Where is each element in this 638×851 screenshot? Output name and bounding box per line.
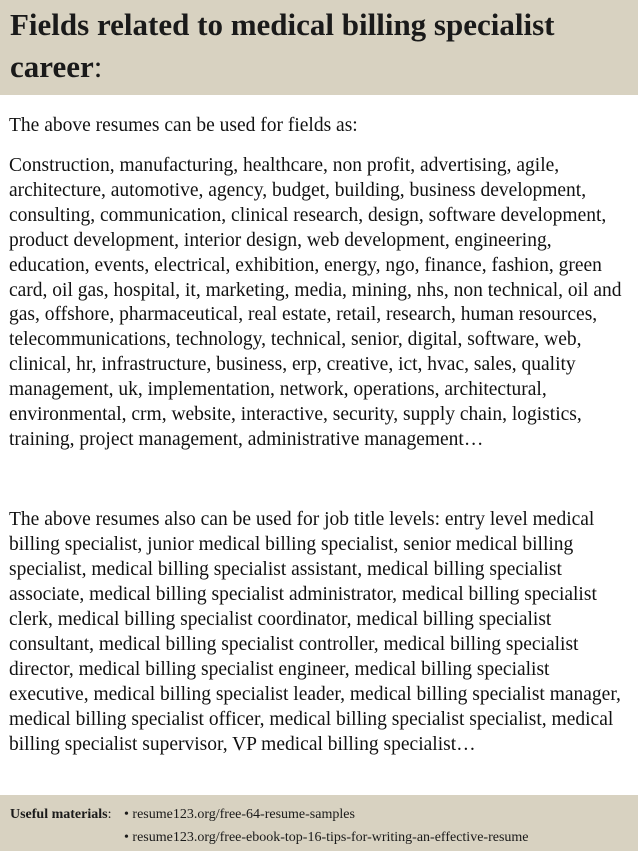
page-title	[10, 4, 630, 88]
job-levels-text: The above resumes also can be used for job title levels: entry level medical billing specialist, junior medical billing specialist, senior medical billing specialist, medical billing specialist assistant, medical billing specialist associate, medical billing specialist administrator, medical billing specialist clerk, medical billing specialist coordinator, medical billing specialist consultant, medical billing specialist controller, medical billing specialist director, medical billing specialist engineer, medical billing specialist executive, medical billing specialist leader, medical billing specialist manager, medical billing specialist officer, medical billing specialist specialist, medical billing specialist supervisor, VP medical billing specialist…	[9, 509, 621, 755]
footer-link-ebook[interactable]: • resume123.org/free-ebook-top-16-tips-for-writing-an-effective-resume	[124, 830, 529, 845]
fields-list: Construction, manufacturing, healthcare, non profit, advertising, agile, architecture, automotive, agency, budget, building, business development, consulting, communication, clinical research, design, software development, product development, interior design, web development, engineering, education, events, electrical, exhibition, energy, ngo, finance, fashion, green card, oil gas, hospital, it, marketing, media, mining, nhs, non technical, oil and gas, offshore, pharmaceutical, real estate, retail, research, human resources, telecommunications, technology, technical, senior, digital, software, web, clinical, hr, infrastructure, business, erp, creative, ict, hvac, sales, quality management, uk, implementation, network, operations, architectural, environmental, crm, website, interactive, security, supply chain, logistics, training, project management, administrative management…	[9, 155, 622, 450]
footer-link-resume-samples[interactable]: • resume123.org/free-64-resume-samples	[124, 807, 355, 822]
useful-materials-label-text: Useful materials	[10, 807, 108, 822]
page-title-colon: :	[93, 49, 103, 84]
useful-materials-separator: :	[107, 807, 112, 822]
useful-materials-label	[10, 806, 111, 824]
page-title-text: Fields related to medical billing specialist career	[10, 7, 555, 84]
intro-text: The above resumes can be used for fields as:	[9, 115, 358, 136]
